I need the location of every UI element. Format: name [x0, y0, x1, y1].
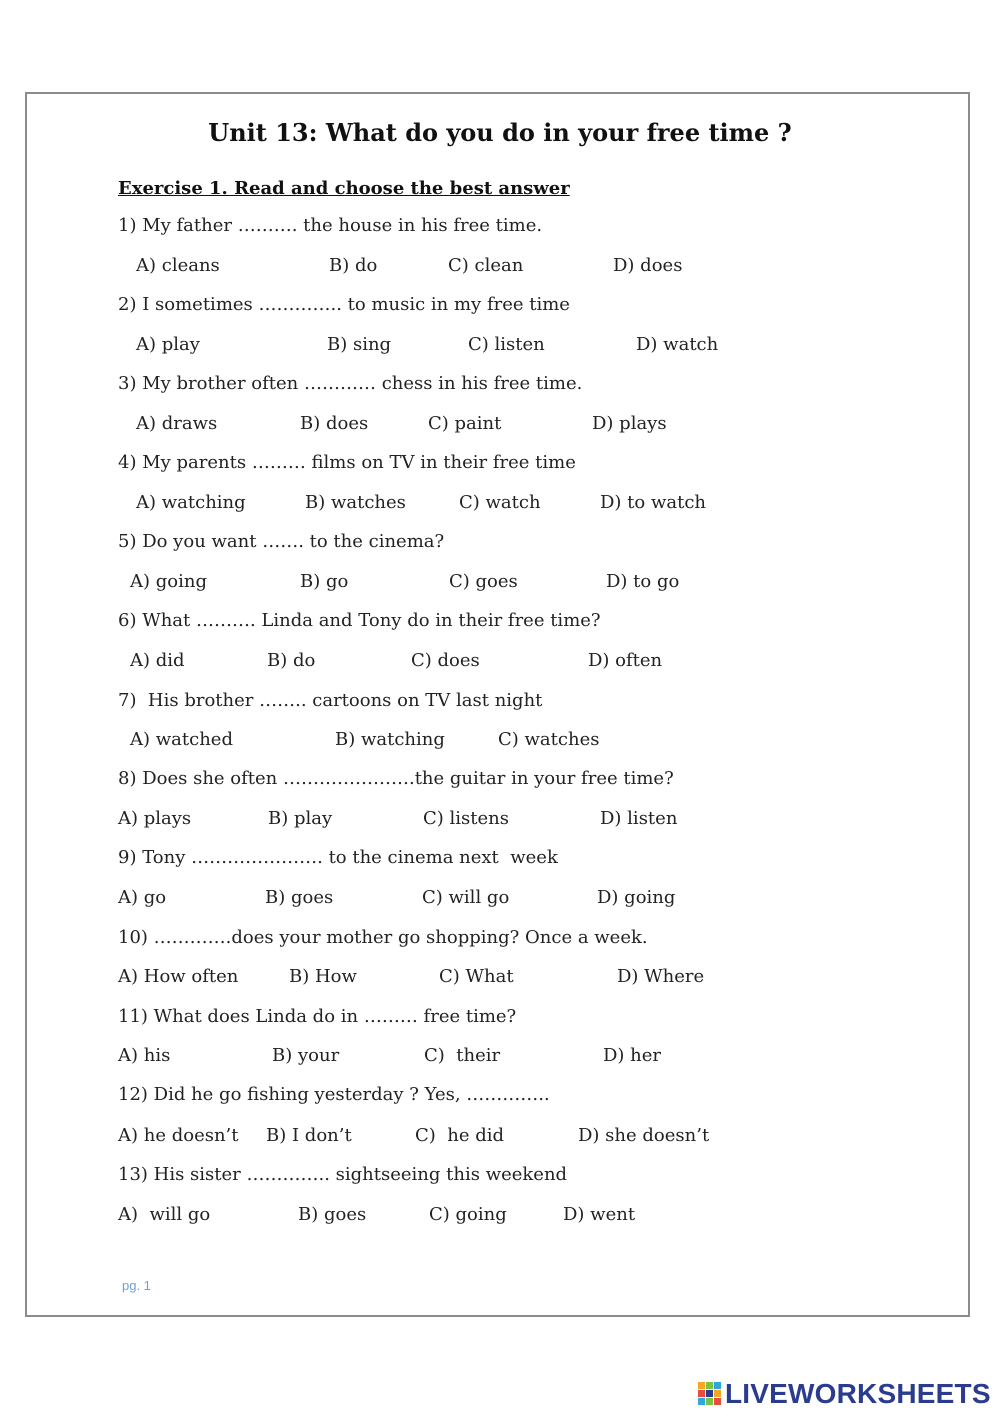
q1-option-a[interactable]: A) cleans [136, 255, 220, 276]
q3-option-c[interactable]: C) paint [428, 413, 502, 434]
q12-option-d[interactable]: D) she doesn’t [578, 1125, 710, 1146]
question-12: 12) Did he go fishing yesterday ? Yes, ………….. [118, 1084, 550, 1105]
q2-option-a[interactable]: A) play [136, 334, 200, 355]
q6-option-c[interactable]: C) does [411, 650, 480, 671]
q8-option-c[interactable]: C) listens [423, 808, 509, 829]
q11-option-d[interactable]: D) her [603, 1045, 662, 1066]
question-6: 6) What ………. Linda and Tony do in their free time? [118, 610, 601, 631]
q3-option-a[interactable]: A) draws [136, 413, 218, 434]
q6-option-d[interactable]: D) often [588, 650, 663, 671]
q7-option-b[interactable]: B) watching [335, 729, 445, 750]
q12-option-a[interactable]: A) he doesn’t [118, 1125, 239, 1146]
q9-option-c[interactable]: C) will go [422, 887, 510, 908]
q5-option-b[interactable]: B) go [300, 571, 349, 592]
question-4: 4) My parents ……… films on TV in their free time [118, 452, 576, 473]
question-7: 7) His brother …….. cartoons on TV last night [118, 690, 543, 711]
q5-option-c[interactable]: C) goes [449, 571, 518, 592]
question-9: 9) Tony …………………. to the cinema next week [118, 847, 558, 868]
q12-option-b[interactable]: B) I don’t [266, 1125, 352, 1146]
q7-option-c[interactable]: C) watches [498, 729, 600, 750]
q11-option-b[interactable]: B) your [272, 1045, 340, 1066]
q6-option-b[interactable]: B) do [267, 650, 316, 671]
q5-option-a[interactable]: A) going [130, 571, 207, 592]
q13-option-d[interactable]: D) went [563, 1204, 636, 1225]
q8-option-d[interactable]: D) listen [600, 808, 678, 829]
q2-option-d[interactable]: D) watch [636, 334, 719, 355]
q13-option-c[interactable]: C) going [429, 1204, 507, 1225]
q4-option-b[interactable]: B) watches [305, 492, 406, 513]
q3-option-b[interactable]: B) does [300, 413, 369, 434]
q12-option-c[interactable]: C) he did [415, 1125, 505, 1146]
q13-option-b[interactable]: B) goes [298, 1204, 367, 1225]
page-title: Unit 13: What do you do in your free time ? [208, 118, 792, 147]
q11-option-a[interactable]: A) his [118, 1045, 171, 1066]
brand-text: LIVEWORKSHEETS [725, 1378, 991, 1409]
q5-option-d[interactable]: D) to go [606, 571, 680, 592]
question-11: 11) What does Linda do in ……… free time? [118, 1006, 517, 1027]
page-number: pg. 1 [122, 1278, 151, 1293]
q2-option-c[interactable]: C) listen [468, 334, 545, 355]
q1-option-d[interactable]: D) does [613, 255, 683, 276]
question-13: 13) His sister ………….. sightseeing this weekend [118, 1164, 568, 1185]
q8-option-a[interactable]: A) plays [118, 808, 192, 829]
q4-option-a[interactable]: A) watching [136, 492, 246, 513]
liveworksheets-logo-icon [697, 1380, 723, 1408]
q2-option-b[interactable]: B) sing [327, 334, 392, 355]
q4-option-d[interactable]: D) to watch [600, 492, 707, 513]
q7-option-a[interactable]: A) watched [130, 729, 233, 750]
q6-option-a[interactable]: A) did [130, 650, 185, 671]
question-10: 10) ………….does your mother go shopping? Once a week. [118, 927, 648, 948]
q9-option-b[interactable]: B) goes [265, 887, 334, 908]
liveworksheets-brand[interactable] [697, 1378, 991, 1410]
q10-option-c[interactable]: C) What [439, 966, 514, 987]
question-1: 1) My father ………. the house in his free time. [118, 215, 543, 236]
q10-option-b[interactable]: B) How [289, 966, 357, 987]
exercise-heading: Exercise 1. Read and choose the best answer [118, 178, 570, 199]
q10-option-d[interactable]: D) Where [617, 966, 705, 987]
q1-option-c[interactable]: C) clean [448, 255, 524, 276]
question-2: 2) I sometimes ………….. to music in my free time [118, 294, 570, 315]
q8-option-b[interactable]: B) play [268, 808, 333, 829]
question-8: 8) Does she often ………………….the guitar in your free time? [118, 768, 674, 789]
q13-option-a[interactable]: A) will go [118, 1204, 211, 1225]
question-3: 3) My brother often ………… chess in his free time. [118, 373, 583, 394]
q9-option-d[interactable]: D) going [597, 887, 676, 908]
q9-option-a[interactable]: A) go [118, 887, 167, 908]
q4-option-c[interactable]: C) watch [459, 492, 541, 513]
q1-option-b[interactable]: B) do [329, 255, 378, 276]
q10-option-a[interactable]: A) How often [118, 966, 239, 987]
q11-option-c[interactable]: C) their [424, 1045, 501, 1066]
q3-option-d[interactable]: D) plays [592, 413, 667, 434]
question-5: 5) Do you want ……. to the cinema? [118, 531, 445, 552]
